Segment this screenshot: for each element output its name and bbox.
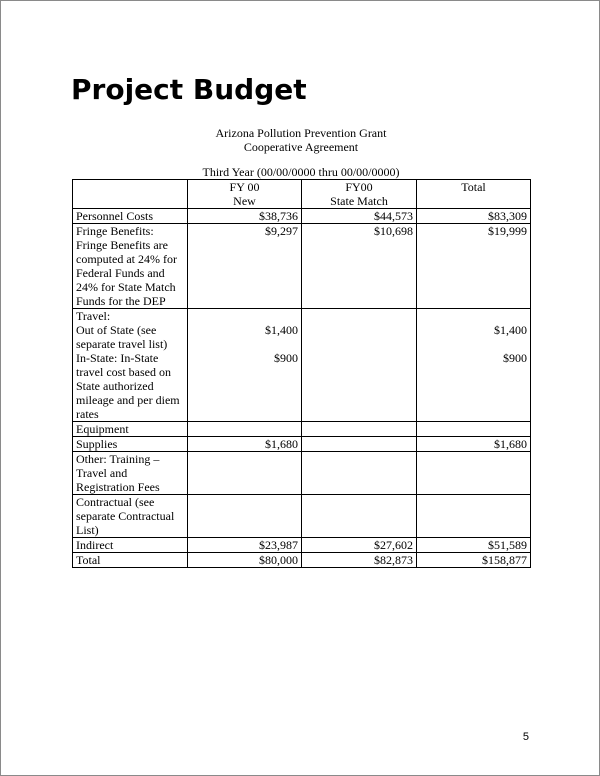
cell-total: $51,589 <box>417 538 531 553</box>
cell-total <box>417 309 531 422</box>
row-label <box>73 224 188 309</box>
label-line: Contractual (see <box>76 495 155 509</box>
label-line: In-State: In-State <box>76 351 159 365</box>
cell-fy-new <box>188 422 302 437</box>
table-row-supplies <box>73 437 531 452</box>
label-line: List) <box>76 523 99 537</box>
cell-total <box>417 422 531 437</box>
table-row-travel <box>73 309 531 422</box>
header-state-match-line2: State Match <box>330 194 388 208</box>
header-fy-new <box>188 180 302 209</box>
cell-state-match <box>302 422 417 437</box>
cell-total: $19,999 <box>417 224 531 309</box>
out-of-state-amount: $1,400 <box>265 323 298 337</box>
budget-table <box>72 179 531 568</box>
label-line: Travel: <box>76 309 111 323</box>
row-label <box>73 452 188 495</box>
spacer <box>191 337 298 351</box>
cell-state-match <box>302 495 417 538</box>
in-state-amount: $900 <box>274 351 298 365</box>
in-state-total: $900 <box>503 351 527 365</box>
label-line: computed at 24% for <box>76 252 177 266</box>
label-line: Registration Fees <box>76 480 160 494</box>
label-line: travel cost based on <box>76 365 171 379</box>
header-fy-new-line2: New <box>233 194 256 208</box>
header-state-match <box>302 180 417 209</box>
cell-total <box>417 452 531 495</box>
grant-name: Arizona Pollution Prevention Grant <box>215 126 387 140</box>
spacer <box>420 309 527 323</box>
cell-fy-new: $1,680 <box>188 437 302 452</box>
cell-total <box>417 495 531 538</box>
cell-total: $1,680 <box>417 437 531 452</box>
label-line: Fringe Benefits are <box>76 238 168 252</box>
table-caption: Third Year (00/00/0000 thru 00/00/0000) <box>202 165 400 179</box>
cell-fy-new: $9,297 <box>188 224 302 309</box>
cell-state-match: $27,602 <box>302 538 417 553</box>
label-line: Federal Funds and <box>76 266 165 280</box>
row-label: Equipment <box>73 422 188 437</box>
cell-state-match <box>302 437 417 452</box>
label-line: rates <box>76 407 99 421</box>
cell-fy-new: $38,736 <box>188 209 302 224</box>
row-label: Indirect <box>73 538 188 553</box>
out-of-state-total: $1,400 <box>494 323 527 337</box>
spacer <box>420 337 527 351</box>
label-line: State authorized <box>76 379 154 393</box>
table-row-total <box>73 553 531 568</box>
header-total <box>417 180 531 209</box>
label-line: mileage and per diem <box>76 393 180 407</box>
label-line: separate Contractual <box>76 509 175 523</box>
table-row-contractual <box>73 495 531 538</box>
header-total-label: Total <box>461 180 486 194</box>
table-row-fringe <box>73 224 531 309</box>
table-row-other <box>73 452 531 495</box>
header-fy-new-line1: FY 00 <box>229 180 260 194</box>
table-row-indirect <box>73 538 531 553</box>
cell-state-match: $10,698 <box>302 224 417 309</box>
cell-state-match <box>302 309 417 422</box>
table-row-personnel <box>73 209 531 224</box>
label-line: Funds for the DEP <box>76 294 166 308</box>
label-line: 24% for State Match <box>76 280 176 294</box>
spacer <box>191 309 298 323</box>
cell-total: $83,309 <box>417 209 531 224</box>
agreement-type: Cooperative Agreement <box>243 140 359 154</box>
label-line: Out of State (see <box>76 323 157 337</box>
cell-fy-new: $80,000 <box>188 553 302 568</box>
header-row <box>73 180 531 209</box>
row-label: Total <box>73 553 188 568</box>
cell-state-match <box>302 452 417 495</box>
header-state-match-line1: FY00 <box>345 180 373 194</box>
row-label <box>73 495 188 538</box>
cell-state-match: $44,573 <box>302 209 417 224</box>
cell-fy-new <box>188 309 302 422</box>
label-line: Fringe Benefits: <box>76 224 154 238</box>
page-number: 5 <box>522 731 529 743</box>
label-line: Travel and <box>76 466 128 480</box>
row-label: Supplies <box>73 437 188 452</box>
cell-fy-new <box>188 452 302 495</box>
row-label: Personnel Costs <box>73 209 188 224</box>
label-line: separate travel list) <box>76 337 168 351</box>
header-category-cell <box>73 180 188 209</box>
row-label <box>73 309 188 422</box>
cell-fy-new: $23,987 <box>188 538 302 553</box>
cell-fy-new <box>188 495 302 538</box>
cell-state-match: $82,873 <box>302 553 417 568</box>
table-row-equipment <box>73 422 531 437</box>
cell-total: $158,877 <box>417 553 531 568</box>
label-line: Other: Training – <box>76 452 160 466</box>
page-title: Project Budget <box>71 73 307 106</box>
